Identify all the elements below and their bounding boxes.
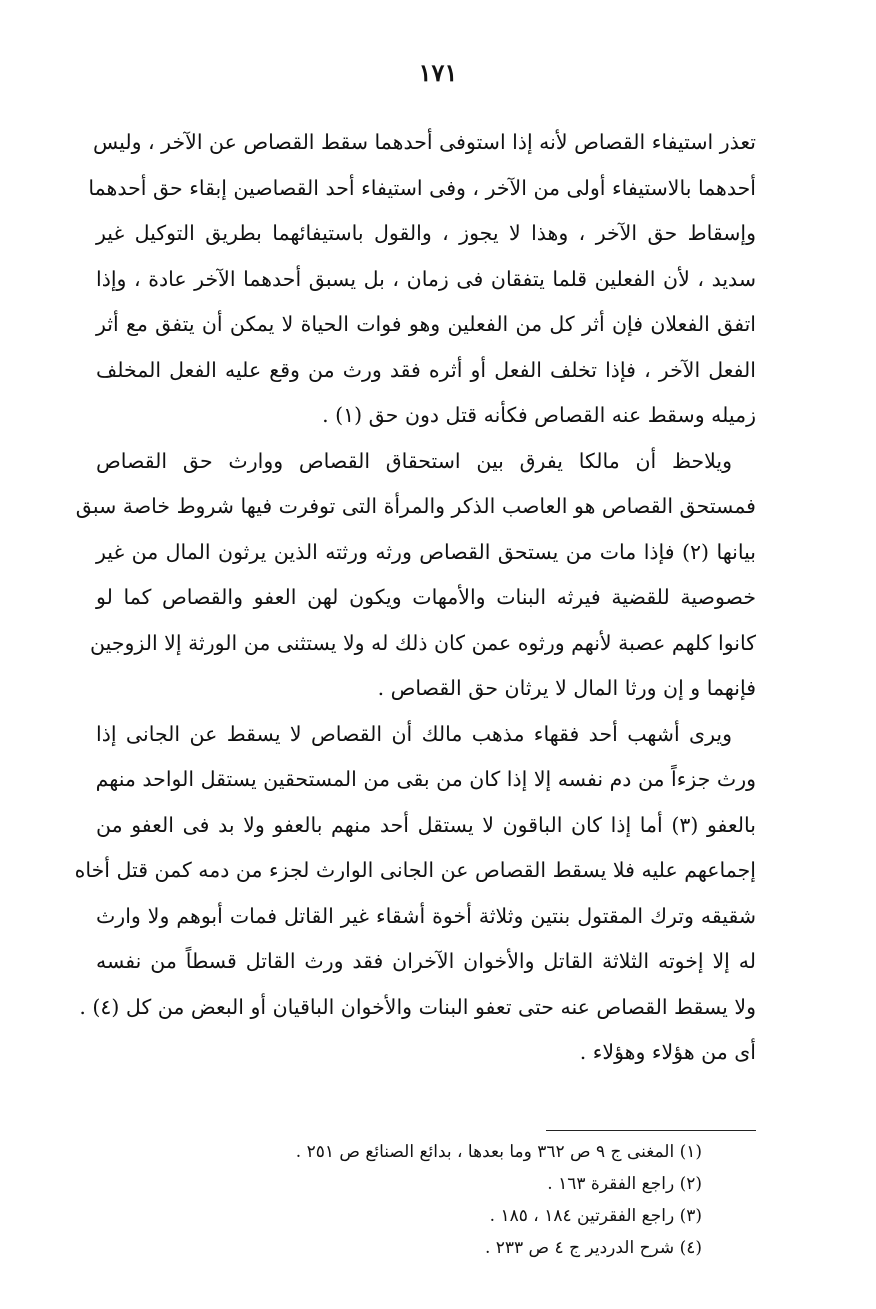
text-line: شقيقه وترك المقتول بنتين وثلاثة أخوة أشقاء غير القاتل فمات أبوهم ولا وارث [96,903,756,928]
text-line: تعذر استيفاء القصاص لأنه إذا استوفى أحدهما سقط القصاص عن الآخر ، وليس [93,130,756,154]
text-line: أى من هؤلاء وهؤلاء . [579,1040,756,1064]
text-line: وإسقاط حق الآخر ، وهذا لا يجوز ، والقول باستيفائهما بطريق التوكيل غير [96,221,756,245]
footnote: (٢) راجع الفقرة ١٦٣ . [547,1174,702,1194]
text-line: ولا يسقط القصاص عنه حتى تعفو البنات والأخوان الباقيان أو البعض من كل (٤) . [79,994,756,1019]
text-line: إجماعهم عليه فلا يسقط القصاص عن الجانى الوارث لجزء من دمه كمن قتل أخاه [74,858,756,882]
text-line: الفعل الآخر ، فإذا تخلف الفعل أو أثره فقد ورث من وقع عليه الفعل المخلف [96,357,756,382]
text-line: زميله وسقط عنه القصاص فكأنه قتل دون حق (١) . [322,403,756,427]
footnote-divider [546,1130,756,1131]
text-line: خصوصية للقضية فيرثه البنات والأمهات ويكون لهن العفو والقصاص كما لو [96,585,756,609]
footnote: (٤) شرح الدردير ج ٤ ص ٢٣٣ . [484,1238,702,1258]
footnotes [162,1136,702,1264]
text-line: كانوا كلهم عصبة لأنهم ورثوه عمن كان ذلك له ولا يستثنى من الورثة إلا الزوجين [90,630,756,655]
text-line: فإنهما و إن ورثا المال لا يرثان حق القصاص . [377,676,756,700]
page-number: ١٧١ [418,58,458,87]
text-line: بيانها (٢) فإذا مات من يستحق القصاص ورثه ورثته الذين يرثون المال من غير [96,539,756,564]
text-line: ويرى أشهب أحد فقهاء مذهب مالك أن القصاص لا يسقط عن الجانى إذا [96,721,732,746]
footnote: (٣) راجع الفقرتين ١٨٤ ، ١٨٥ . [489,1206,702,1226]
body-text [74,120,756,1076]
text-line: أحدهما بالاستيفاء أولى من الآخر ، وفى استيفاء أحد القصاصين إبقاء حق أحدهما [88,175,756,200]
footnote: (١) المغنى ج ٩ ص ٣٦٢ وما بعدها ، بدائع الصنائع ص ٢٥١ . [295,1142,702,1162]
text-line: اتفق الفعلان فإن أثر كل من الفعلين وهو فوات الحياة لا يمكن أن يتفق مع أثر [96,312,756,336]
text-line: ورث جزءاً من دم نفسه إلا إذا كان من بقى من المستحقين يستقل الواحد منهم [95,767,756,791]
text-line: سديد ، لأن الفعلين قلما يتفقان فى زمان ، بل يسبق أحدهما الآخر عادة ، وإذا [96,266,756,291]
text-line: له إلا إخوته الثلاثة القاتل والأخوان الآخران فقد ورث القاتل قسطاً من نفسه [96,949,756,973]
text-line: ويلاحظ أن مالكا يفرق بين استحقاق القصاص ووارث حق القصاص [96,448,732,473]
text-line: بالعفو (٣) أما إذا كان الباقون لا يستقل أحد منهم بالعفو ولا بد فى العفو من [96,812,756,837]
text-line: فمستحق القصاص هو العاصب الذكر والمرأة التى توفرت فيها شروط خاصة سبق [75,494,756,518]
